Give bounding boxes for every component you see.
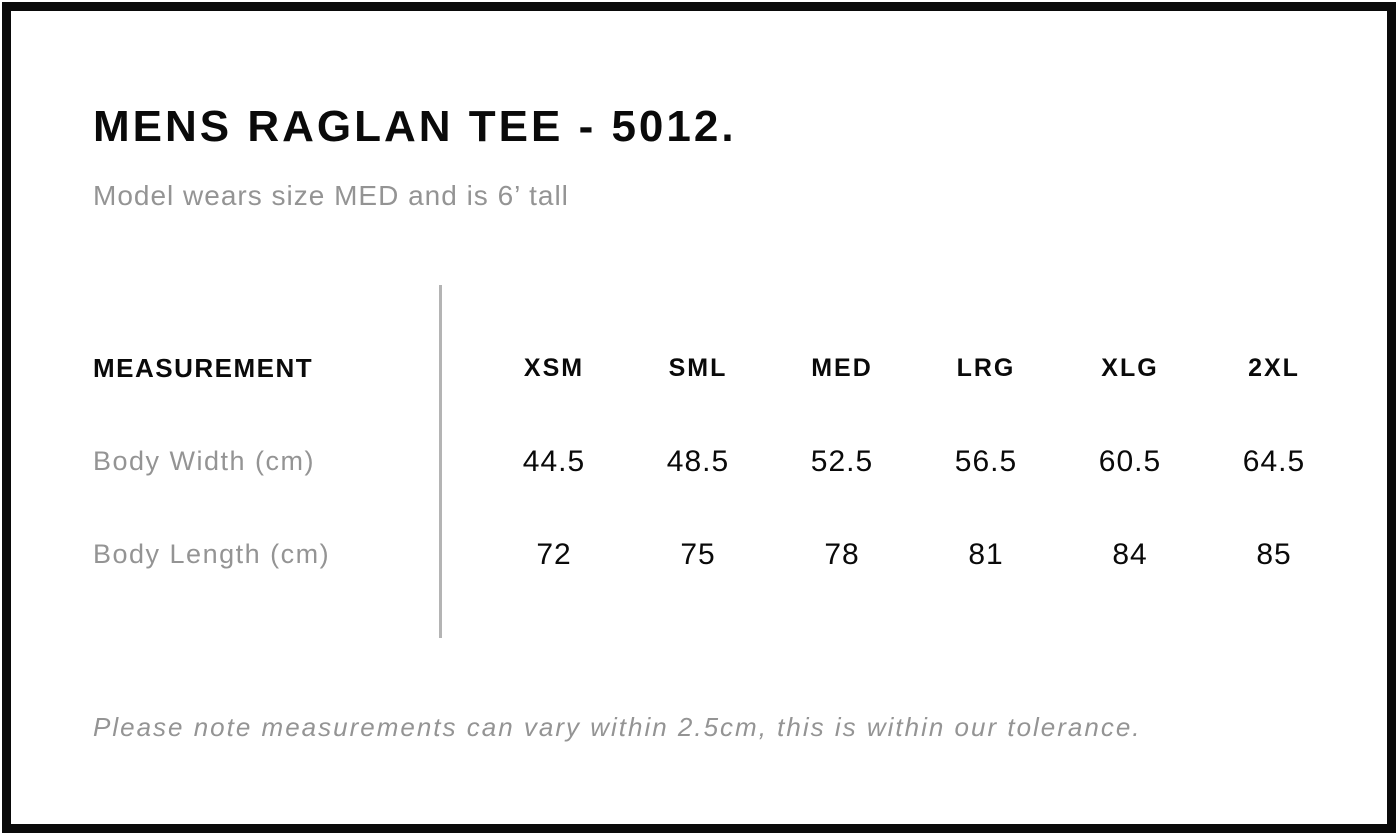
cell-value: 85 xyxy=(1256,537,1292,571)
size-table xyxy=(93,322,1346,601)
cell-value: 44.5 xyxy=(522,444,586,478)
cell-value: 48.5 xyxy=(666,444,730,478)
cell-value: 56.5 xyxy=(954,444,1018,478)
model-size-note: Model wears size MED and is 6’ tall xyxy=(93,180,569,211)
page-title: MENS RAGLAN TEE - 5012. xyxy=(93,102,737,151)
column-header-xlg: XLG xyxy=(1101,354,1159,382)
cell-value: 60.5 xyxy=(1098,444,1162,478)
cell-value: 81 xyxy=(968,537,1004,571)
column-header-sml: SML xyxy=(668,354,728,382)
table-header-row xyxy=(93,322,1346,415)
cell-value: 64.5 xyxy=(1242,444,1306,478)
row-label: Body Length (cm) xyxy=(93,539,331,569)
column-header-2xl: 2XL xyxy=(1248,354,1300,382)
column-header-measurement: MEASUREMENT xyxy=(93,353,314,383)
tolerance-note: Please note measurements can vary within 2.5cm, this is within our tolerance. xyxy=(93,712,1142,742)
cell-value: 52.5 xyxy=(810,444,874,478)
column-header-lrg: LRG xyxy=(956,354,1016,382)
cell-value: 75 xyxy=(680,537,716,571)
table-row-body-length xyxy=(93,508,1346,601)
cell-value: 84 xyxy=(1112,537,1148,571)
row-label: Body Width (cm) xyxy=(93,446,316,476)
cell-value: 78 xyxy=(824,537,860,571)
cell-value: 72 xyxy=(536,537,572,571)
column-header-xsm: XSM xyxy=(523,354,585,382)
table-row-body-width xyxy=(93,415,1346,508)
column-header-med: MED xyxy=(811,354,873,382)
